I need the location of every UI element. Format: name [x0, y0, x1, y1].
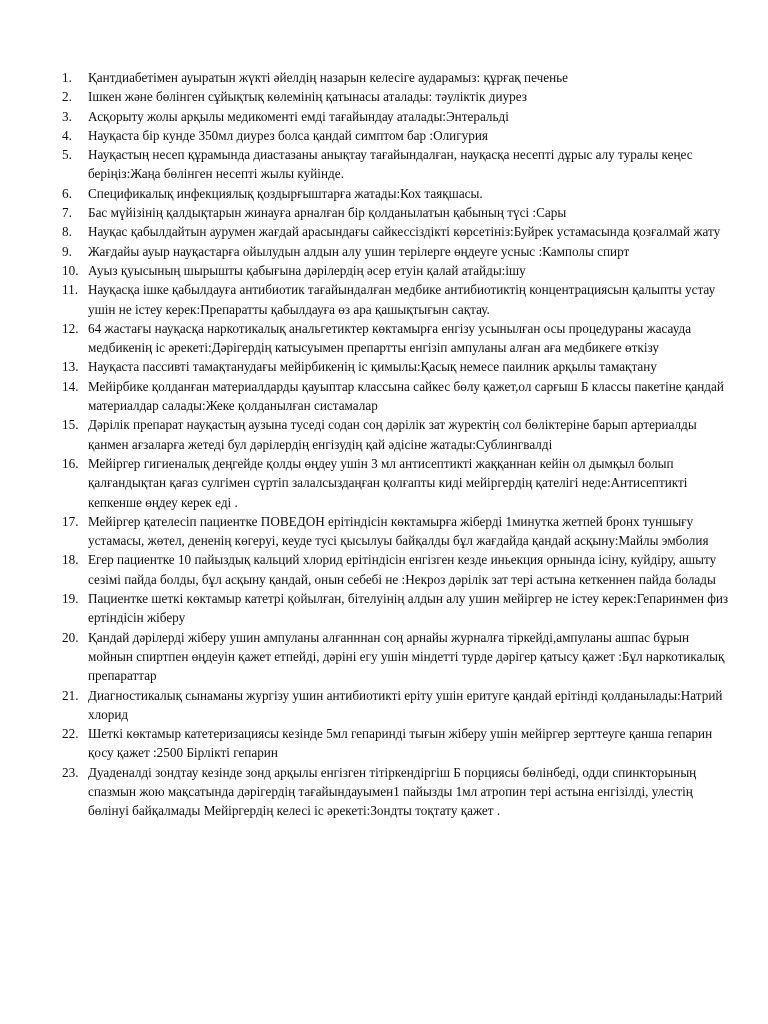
- item-number: 7.: [62, 205, 72, 221]
- list-item: [56, 357, 736, 376]
- question-list: [56, 68, 736, 821]
- item-number: 20.: [62, 629, 79, 645]
- item-text: Пациентке шеткі көктамыр катетрі қойылған, бітелуінің алдын алу ушин мейіргер не істеу керек:Гепаринмен физ ертіндісін жіберу: [88, 591, 729, 626]
- item-text: Науқас қабылдайтын аурумен жағдай арасындағы сайкессіздікті көрсетініз:Буйрек устамасында қозғалмай жату: [88, 224, 721, 240]
- list-item: [56, 126, 736, 145]
- list-item: [56, 628, 736, 686]
- list-item: [56, 184, 736, 203]
- item-text: Дәрілік препарат науқастың аузына туседі содан соң дәрілік зат журектің сол бөліктеріне барып артериалды қанмен ағзаларға жетеді бул дәрілердің енгізудің қай әдісіне жатады:Сублингвалді: [88, 417, 697, 452]
- list-item: [56, 280, 736, 319]
- item-number: 10.: [62, 262, 79, 278]
- list-item: [56, 550, 736, 589]
- item-number: 3.: [62, 108, 72, 124]
- item-text: Спецификалық инфекциялық қоздырғыштарға жатады:Кох таяқшасы.: [88, 185, 483, 201]
- list-item: [56, 454, 736, 512]
- item-number: 13.: [62, 359, 79, 375]
- item-number: 8.: [62, 224, 72, 240]
- list-item: [56, 242, 736, 261]
- item-number: 9.: [62, 243, 72, 259]
- item-number: 17.: [62, 513, 79, 529]
- list-item: [56, 87, 736, 106]
- list-item: [56, 377, 736, 416]
- item-number: 14.: [62, 378, 79, 394]
- item-text: Қантдиабетімен ауыратын жүкті әйелдің назарын келесіге аударамыз: құрғақ печенье: [88, 70, 569, 85]
- item-text: Науқаста пассивті тамақтанудағы мейірбикенің іс қимылы:Қасық немесе паилник арқылы тамақтану: [88, 359, 657, 375]
- item-text: Науқастың несеп құрамында диастазаны анықтау тағайындалған, науқасқа несепті дұрыс алу туралы кеңес беріңіз:Жаңа бөлінген несепті жылы куйінде.: [88, 147, 693, 182]
- item-text: Мейірбике қолданған материалдарды қауыптар классына сайкес бөлу қажет,ол сарғыш Б классы пакетіне қандай материалдар салады:Жеке қолданылған систамалар: [88, 378, 724, 414]
- list-item: [56, 222, 736, 241]
- item-text: Егер пациентке 10 пайыздық кальций хлорид ерітіндісін енгізген кезде иньекция орнында ісіну, куйдіру, ашыту сезімі пайда болды, бұл асқыну қандай, онын себебі не :Некроз дәрілік зат тері астына кеткеннен пайда болады: [88, 552, 717, 587]
- item-text: 64 жастағы науқасқа наркотикалық анальгетиктер көктамырға енгізу усынылған осы процедураны жасауда медбикенің іс әрекеті:Дәрігердің катысуымен препартты енгізіп ампуланы алған аға медбикеге өткізу: [88, 320, 692, 356]
- item-text: Дуаденалді зондтау кезінде зонд арқылы енгізген тітіркендіргіш Б порциясы бөлінбеді, одди спинкторының спазмын жою мақсатында дәрігердің тағайындауымен1 пайызды 1мл атропин тері астына енгізілді, улестің бөлінуі байқалмады Мейіргердің келесі іс әрекеті:Зондты тоқтату қажет .: [88, 764, 697, 819]
- list-item: [56, 261, 736, 280]
- item-text: Науқаста бір кунде 350мл диурез болса қандай симптом бар :Олигурия: [88, 127, 488, 143]
- list-item: [56, 107, 736, 126]
- item-number: 2.: [62, 89, 72, 105]
- item-text: Жағдайы ауыр науқастарға ойылудын алдын алу ушин терілерге өңдеуге усныс :Камполы спирт: [88, 243, 630, 259]
- item-number: 18.: [62, 552, 79, 568]
- list-item: [56, 415, 736, 454]
- item-text: Диагностикалық сынаманы жургізу ушин антибиотикті еріту ушін еритуге қандай ерітінді қолданылады:Натрий хлорид: [88, 687, 723, 722]
- list-item: [56, 145, 736, 184]
- item-text: Асқорыту жолы арқылы медикоменті емді тағайындау аталады:Энтеральді: [88, 108, 509, 124]
- item-number: 12.: [62, 320, 79, 336]
- list-item: [56, 512, 736, 551]
- item-text: Ішкен және бөлінген сұйықтық көлемінің қатынасы аталады: тәуліктік диурез: [88, 89, 527, 105]
- item-number: 16.: [62, 455, 79, 471]
- item-text: Мейіргер гигиеналық деңгейде қолды өңдеу ушін 3 мл антисептикті жаққаннан кейін ол дымқыл болып қалғандықтан қағаз сулгімен сүртіп залалсыздаңған қолғапты киді мейіргердің қателігі неде:Антисептикті кепкенше өңдеу керек еді .: [88, 455, 688, 510]
- item-text: Қандай дәрілерді жіберу ушин ампуланы алғанннан соң арнайы журналға тіркейді,ампуланы ашпас бұрын мойнын спиртпен өңдеуін қажет етпейді, дәріні егу ушін міндетті турде дәрігер қатысу қажет :Бұл наркотикалық препараттар: [88, 629, 725, 684]
- item-number: 21.: [62, 687, 79, 703]
- item-number: 1.: [62, 70, 72, 85]
- list-item: [56, 686, 736, 725]
- list-item: [56, 724, 736, 763]
- item-text: Бас мүйізінің қалдықтарын жинауға арналған бір қолданылатын қабының түсі :Сары: [88, 205, 567, 221]
- item-number: 19.: [62, 591, 79, 607]
- item-number: 5.: [62, 147, 72, 163]
- item-number: 11.: [62, 282, 78, 298]
- item-number: 22.: [62, 726, 79, 742]
- item-number: 6.: [62, 185, 72, 201]
- item-number: 23.: [62, 764, 79, 780]
- item-text: Шеткі көктамыр катетеризациясы кезінде 5мл гепаринді тығын жіберу ушін мейіргер зерттеуге қанша гепарин қосу қажет :2500 Бірлікті гепарин: [88, 726, 713, 761]
- item-text: Науқасқа ішке қабылдауға антибиотик тағайындалған медбике антибиотиктің концентрациясын қалыпты устау ушін не істеу керек:Препаратты қабылдауға өз ара қашықтығын сақтау.: [88, 282, 716, 317]
- list-item: [56, 68, 736, 87]
- item-text: Ауыз қуысының шырышты қабығына дәрілердің әсер етуін қалай атайды:ішу: [88, 262, 526, 278]
- list-item: [56, 763, 736, 821]
- list-item: [56, 589, 736, 628]
- item-text: Мейіргер қателесіп пациентке ПОВЕДОН ерітіндісін көктамырға жіберді 1минутка жетпей бронх туншығу устамасы, жөтел, дененің көгеруі, кеуде тусі қысылуы байқалды бұл жағдайда қандай асқыну:Майлы эмболия: [88, 513, 709, 549]
- list-item: [56, 319, 736, 358]
- item-number: 4.: [62, 127, 72, 143]
- item-number: 15.: [62, 417, 79, 433]
- list-item: [56, 203, 736, 222]
